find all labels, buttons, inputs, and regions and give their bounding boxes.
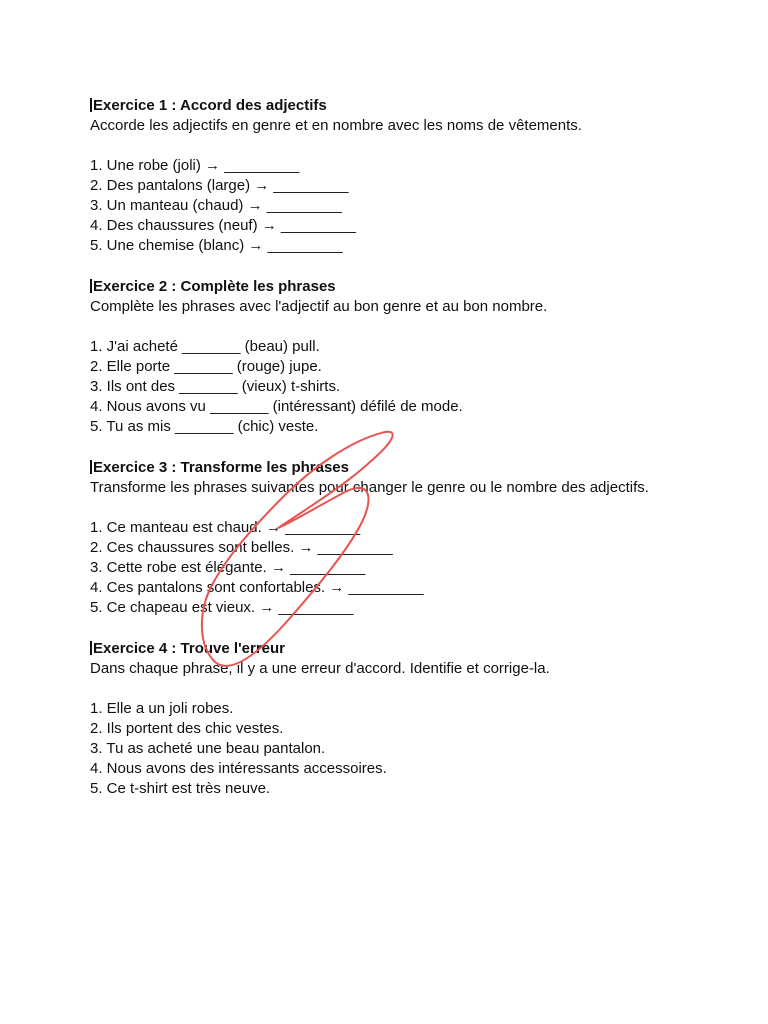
- list-item: 3. Un manteau (chaud) → _________: [90, 197, 342, 214]
- exercise-instruction: Dans chaque phrase, il y a une erreur d'accord. Identifie et corrige-la.: [90, 660, 550, 677]
- list-item: 2. Ils portent des chic vestes.: [90, 720, 284, 737]
- list-item: 5. Ce t-shirt est très neuve.: [90, 780, 271, 797]
- list-item: 1. Une robe (joli) → _________: [90, 157, 300, 174]
- list-item: 5. Tu as mis _______ (chic) veste.: [90, 418, 319, 435]
- list-item: 2. Elle porte _______ (rouge) jupe.: [90, 358, 322, 375]
- title-marker: [90, 279, 92, 293]
- list-item: 2. Ces chaussures sont belles. → _________: [90, 539, 393, 556]
- exercise-title: Exercice 2 : Complète les phrases: [90, 277, 730, 297]
- exercise-instruction: Complète les phrases avec l'adjectif au bon genre et au bon nombre.: [90, 298, 548, 315]
- title-marker: [90, 460, 92, 474]
- exercise-title: Exercice 3 : Transforme les phrases: [90, 458, 730, 478]
- list-item: 5. Une chemise (blanc) → _________: [90, 237, 343, 254]
- exercise-instruction: Transforme les phrases suivantes pour changer le genre ou le nombre des adjectifs.: [90, 479, 649, 496]
- title-marker: [90, 98, 92, 112]
- exercise-title: Exercice 4 : Trouve l'erreur: [90, 639, 730, 659]
- list-item: 3. Cette robe est élégante. → _________: [90, 559, 366, 576]
- worksheet: [90, 96, 730, 820]
- exercise-2: [90, 277, 730, 437]
- list-item: 3. Ils ont des _______ (vieux) t-shirts.: [90, 378, 341, 395]
- list-item: 4. Des chaussures (neuf) → _________: [90, 217, 356, 234]
- list-item: 5. Ce chapeau est vieux. → _________: [90, 599, 354, 616]
- exercise-1: [90, 96, 730, 256]
- list-item: 4. Nous avons des intéressants accessoires.: [90, 760, 387, 777]
- list-item: 4. Nous avons vu _______ (intéressant) défilé de mode.: [90, 398, 463, 415]
- list-item: 4. Ces pantalons sont confortables. → _________: [90, 579, 424, 596]
- exercise-3: [90, 458, 730, 618]
- exercise-title: Exercice 1 : Accord des adjectifs: [90, 96, 730, 116]
- exercise-4: [90, 639, 730, 799]
- list-item: 1. Elle a un joli robes.: [90, 700, 234, 717]
- list-item: 3. Tu as acheté une beau pantalon.: [90, 740, 326, 757]
- exercise-instruction: Accorde les adjectifs en genre et en nombre avec les noms de vêtements.: [90, 117, 582, 134]
- title-marker: [90, 641, 92, 655]
- list-item: 1. Ce manteau est chaud. → _________: [90, 519, 361, 536]
- list-item: 1. J'ai acheté _______ (beau) pull.: [90, 338, 320, 355]
- list-item: 2. Des pantalons (large) → _________: [90, 177, 349, 194]
